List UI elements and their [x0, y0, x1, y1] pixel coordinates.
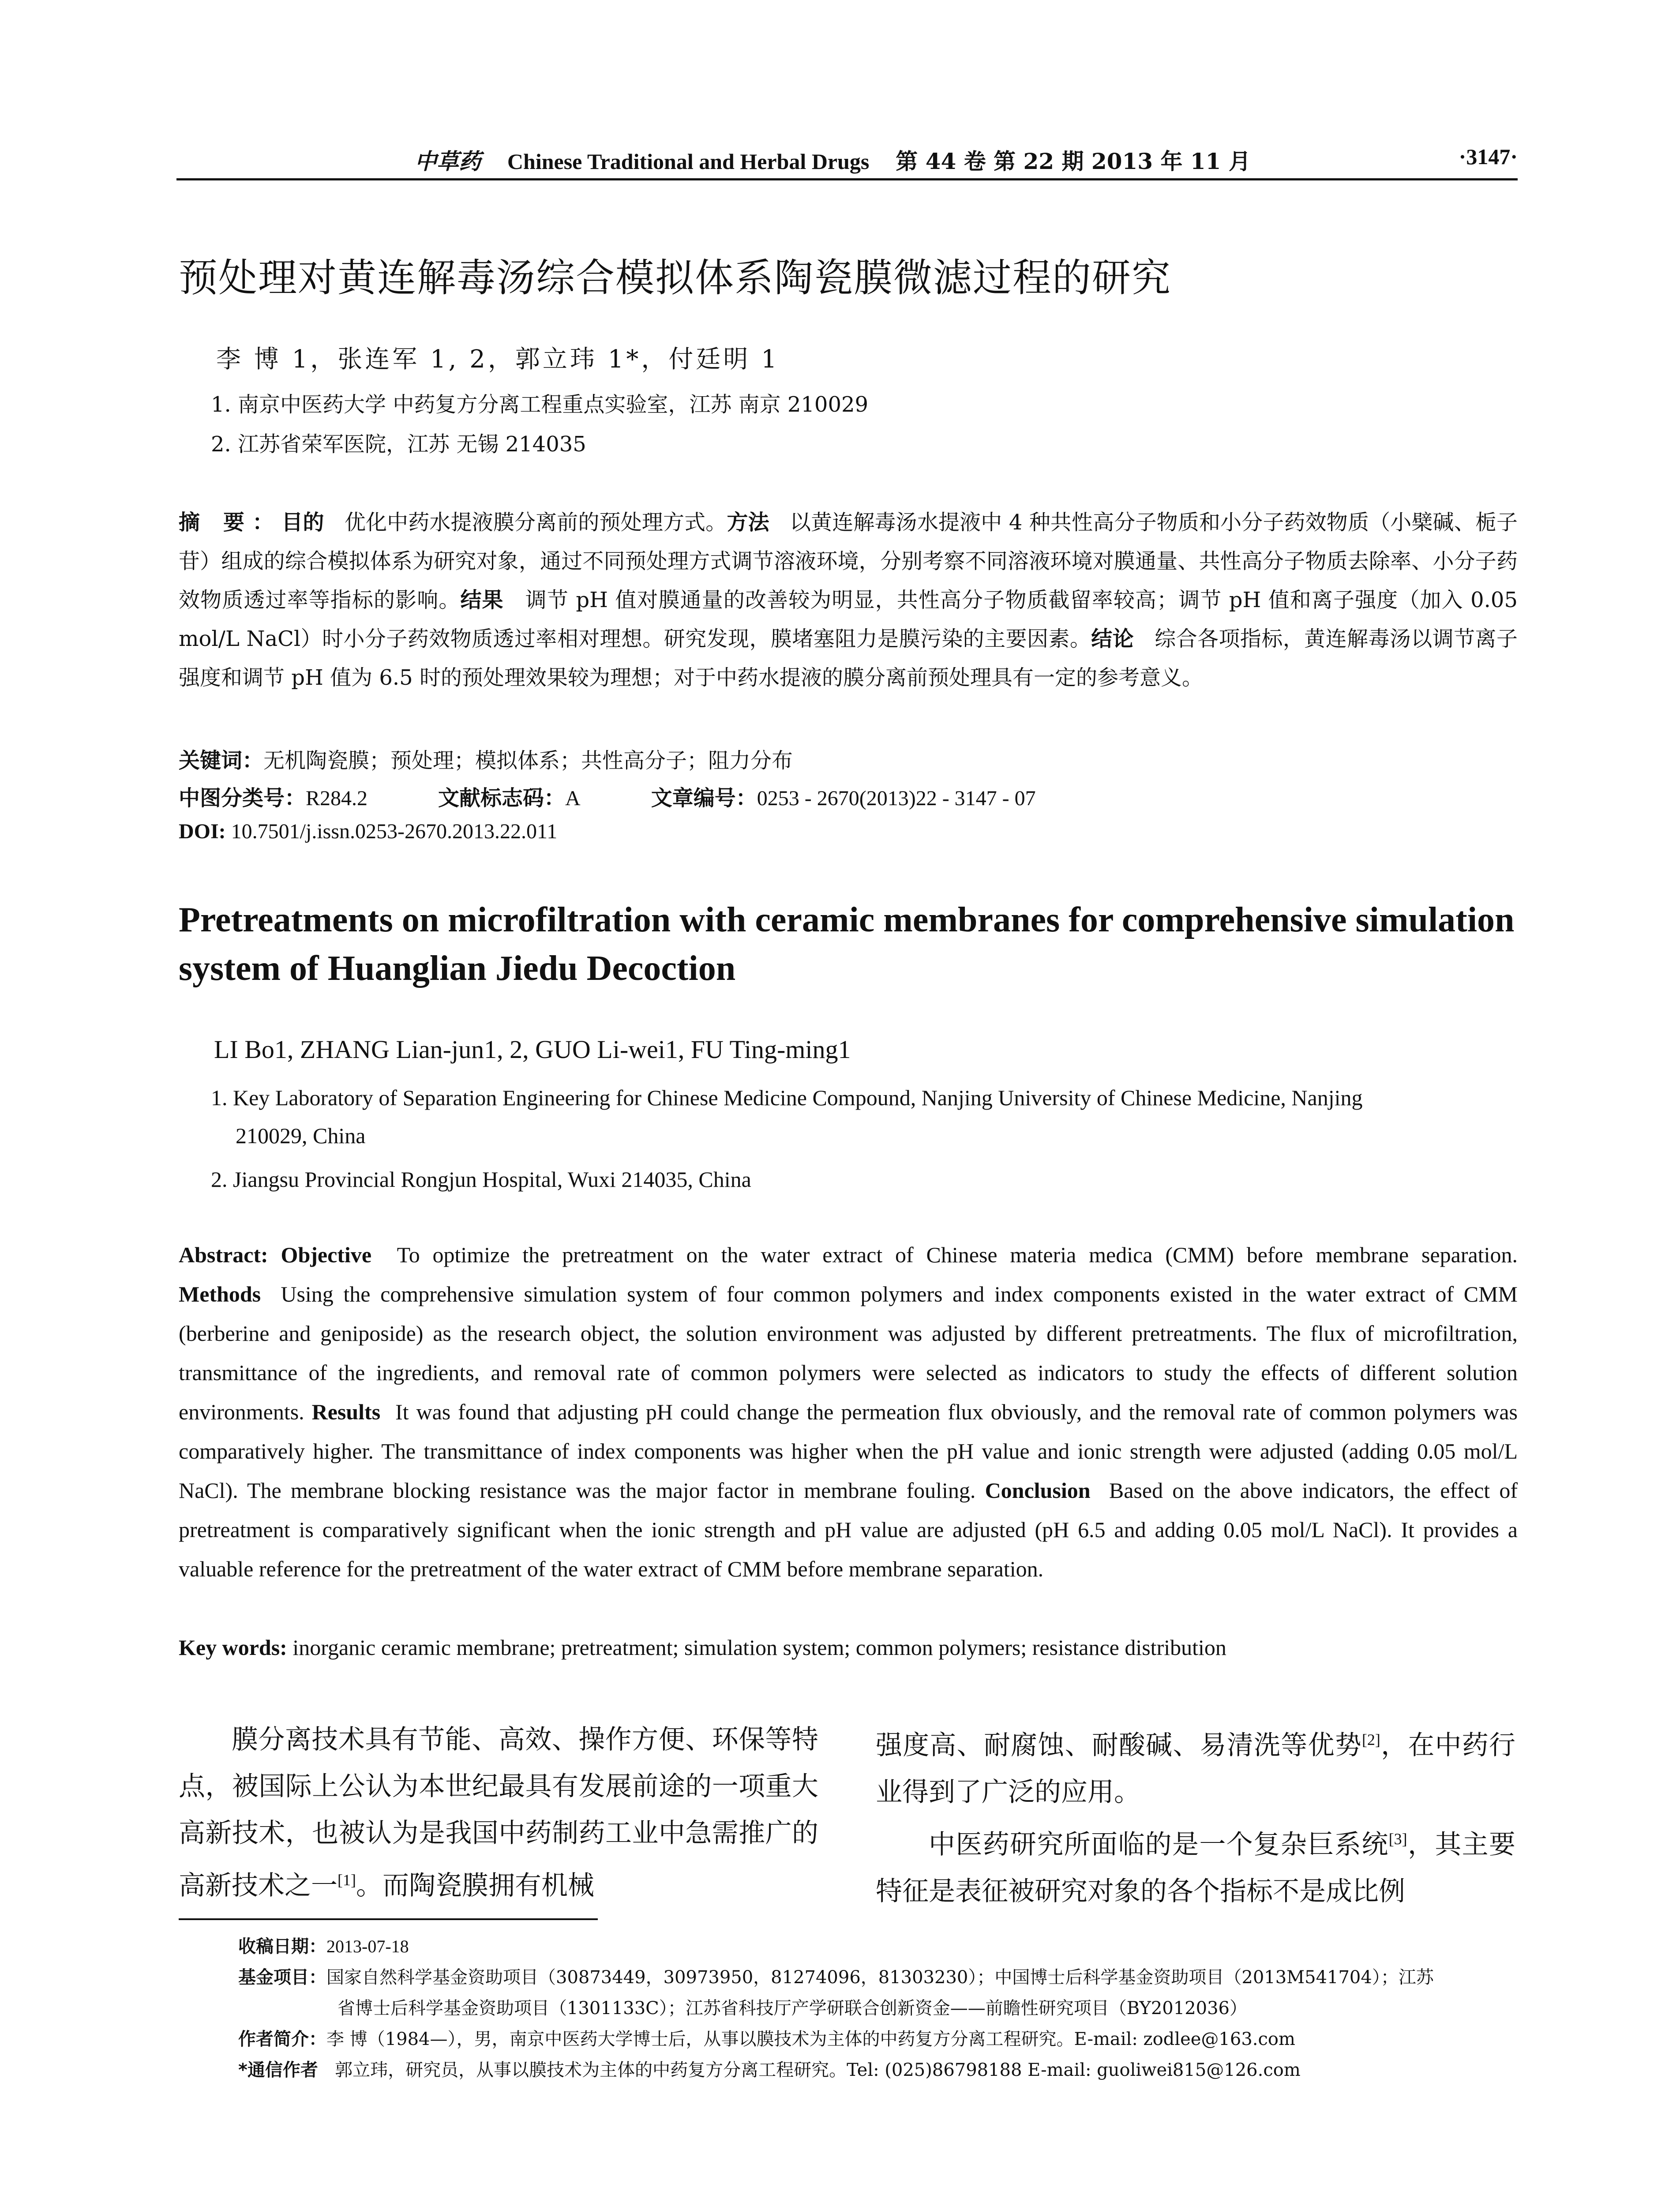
body-column-left: [179, 1716, 818, 1909]
footnote-funding: [238, 1963, 1434, 1988]
body-text: ，在中药行业得到了广泛的应用。: [876, 1730, 1516, 1808]
clc-label: 中图分类号：: [179, 786, 306, 810]
doi-label: DOI:: [179, 820, 226, 843]
funding-text-1: 国家自然科学基金资助项目（30873449，30973950，81274096，81303230）；中国博士后科学基金资助项目（2013M541704）；江苏: [326, 1967, 1434, 1988]
results-cn: 调节 pH 值对膜通量的改善较为明显，共性高分子物质截留率较高；调节 pH 值和离子强度（加入 0.05 mol/L NaCl）时小分子药效物质透过率相对理想。研究发现，膜堵塞阻力是膜污染的主要因素。: [179, 588, 1518, 651]
clc-value: R284.2: [306, 787, 368, 810]
author-bio-label: 作者简介：: [238, 2029, 326, 2049]
body-text: ，其主要特征是表征被研究对象的各个指标不是成比例: [876, 1829, 1516, 1907]
journal-name-en: Chinese Traditional and Herbal Drugs: [507, 149, 870, 174]
keywords-en: [179, 1635, 1226, 1660]
results-label-cn: 结果: [460, 588, 504, 612]
objective-en: To optimize the pretreatment on the water extract of Chinese materia medica (CMM) before membrane separation.: [397, 1242, 1518, 1267]
running-header: [176, 140, 1518, 178]
footnote-rule: [179, 1918, 598, 1920]
authors-en: LI Bo1, ZHANG Lian-jun1, 2, GUO Li-wei1, FU Ting-ming1: [214, 1035, 851, 1064]
abstract-cn-label: 摘 要：: [179, 510, 282, 535]
objective-label-en: Objective: [281, 1242, 372, 1267]
keywords-cn-label: 关键词：: [179, 748, 264, 773]
doc-code-value: A: [565, 787, 581, 810]
title-cn: 预处理对黄连解毒汤综合模拟体系陶瓷膜微滤过程的研究: [179, 255, 1172, 300]
abstract-en-label: Abstract:: [179, 1242, 268, 1267]
objective-cn: 优化中药水提液膜分离前的预处理方式。: [344, 510, 727, 535]
abstract-cn: [179, 503, 1518, 697]
doi-link[interactable]: 10.7501/j.issn.0253-2670.2013.22.011: [231, 820, 558, 843]
doc-code-label: 文献标志码：: [438, 786, 566, 810]
methods-en: Using the comprehensive simulation system of four common polymers and index components existed in the water extract of CMM (berberine and geniposide) as the research object, the solution environment was adjusted by different pretreatments. The flux of microfiltration, transmittance of the ingredients, and removal rate of common polymers were selected as indicators to study the effects of different solution environments.: [179, 1282, 1518, 1424]
body-column-right: [876, 1716, 1515, 1915]
citation-1[interactable]: [1]: [338, 1871, 356, 1889]
body-text: 。而陶瓷膜拥有机械: [356, 1870, 594, 1901]
received-label: 收稿日期：: [238, 1936, 326, 1957]
classification-line: [179, 781, 1036, 811]
author-bio-text: 李 博（1984—），男，南京中医药大学博士后，从事以膜技术为主体的中药复方分离工程研究。E-mail: zodlee@163.com: [326, 2029, 1295, 2049]
funding-label: 基金项目：: [238, 1967, 326, 1988]
footnote-corresponding: [238, 2056, 1301, 2081]
affiliation-en-1: [211, 1079, 1517, 1155]
journal-name-cn: 中草药: [415, 148, 481, 174]
keywords-cn: [179, 743, 793, 774]
methods-label-en: Methods: [179, 1282, 261, 1306]
corresponding-label: *通信作者: [238, 2060, 318, 2080]
objective-label-cn: 目的: [281, 510, 324, 535]
affiliation-cn-2: 2. 江苏省荣军医院，江苏 无锡 214035: [211, 432, 586, 457]
results-en: It was found that adjusting pH could change the permeation flux obviously, and the removal rate of common polymers was comparatively higher. The transmittance of index components was higher when the pH value and ionic strength were adjusted (adding 0.05 mol/L NaCl). The membrane blocking resistance was the major factor in membrane fouling.: [179, 1399, 1518, 1503]
header-rule: [176, 178, 1518, 180]
doi-line: [179, 819, 557, 844]
footnote-author: [238, 2025, 1295, 2050]
conclusion-label-cn: 结论: [1091, 627, 1134, 651]
keywords-en-label: Key words:: [179, 1635, 287, 1660]
received-date: 2013-07-18: [326, 1936, 409, 1956]
body-text: 膜分离技术具有节能、高效、操作方便、环保等特点，被国际上公认为本世纪最具有发展前途的一项重大高新技术，也被认为是我国中药制药工业中急需推广的高新技术之一: [179, 1724, 818, 1901]
authors-cn-text: 李 博 1，张连军 1, 2，郭立玮 1*，付廷明 1: [216, 345, 780, 374]
citation-3[interactable]: [3]: [1388, 1830, 1407, 1848]
body-paragraph-2: [876, 1816, 1515, 1915]
issue-info: 第 44 卷 第 22 期 2013 年 11 月: [896, 148, 1251, 174]
title-en: Pretreatments on microfiltration with ceramic membranes for comprehensive simulation system of Huanglian Jiedu Decoction: [179, 900, 1515, 988]
methods-label-cn: 方法: [727, 510, 769, 535]
affiliation-en-2: 2. Jiangsu Provincial Rongjun Hospital, Wuxi 214035, China: [211, 1167, 751, 1192]
body-paragraph-1: [179, 1716, 818, 1909]
affiliation-en-1-line2: 210029, China: [236, 1123, 366, 1148]
results-label-en: Results: [311, 1399, 381, 1424]
page-number: ·3147·: [1459, 144, 1518, 169]
authors-cn: [216, 340, 780, 375]
conclusion-en: Based on the above indicators, the effect of pretreatment is comparatively significant when the ionic strength and pH value are adjusted (pH 6.5 and adding 0.05 mol/L NaCl). It provides a valuable reference for the pretreatment of the water extract of CMM before membrane separation.: [179, 1478, 1518, 1581]
conclusion-label-en: Conclusion: [985, 1478, 1091, 1503]
article-no-value: 0253 - 2670(2013)22 - 3147 - 07: [757, 787, 1036, 810]
citation-2[interactable]: [2]: [1361, 1731, 1380, 1748]
footnote-received: [238, 1932, 409, 1958]
methods-cn: 以黄连解毒汤水提液中 4 种共性高分子物质和小分子药效物质（小檗碱、栀子苷）组成的综合模拟体系为研究对象，通过不同预处理方式调节溶液环境，分别考察不同溶液环境对膜通量、共性高分子物质去除率、小分子药效物质透过率等指标的影响。: [179, 510, 1518, 612]
body-text: 强度高、耐腐蚀、耐酸碱、易清洗等优势: [876, 1730, 1362, 1761]
journal-info: [415, 144, 1251, 176]
keywords-cn-value: 无机陶瓷膜；预处理；模拟体系；共性高分子；阻力分布: [263, 748, 793, 773]
footnote-funding-cont: 省博士后科学基金资助项目（1301133C）；江苏省科技厅产学研联合创新资金——前瞻性研究项目（BY2012036）: [338, 1998, 1247, 2018]
keywords-en-value: inorganic ceramic membrane; pretreatment; simulation system; common polymers; resistance distribution: [292, 1635, 1226, 1660]
conclusion-cn: 综合各项指标，黄连解毒汤以调节离子强度和调节 pH 值为 6.5 时的预处理效果较为理想；对于中药水提液的膜分离前预处理具有一定的参考意义。: [179, 627, 1518, 690]
abstract-en: [179, 1235, 1518, 1589]
body-paragraph-1-cont: [876, 1716, 1515, 1816]
corresponding-text: 郭立玮，研究员，从事以膜技术为主体的中药复方分离工程研究。Tel: (025)86798188 E-mail: guoliwei815@126.com: [335, 2060, 1301, 2080]
article-no-label: 文章编号：: [651, 786, 757, 810]
affiliation-en-1-line1: 1. Key Laboratory of Separation Engineering for Chinese Medicine Compound, Nanjing University of Chinese Medicine, Nanjing: [211, 1085, 1363, 1110]
affiliation-cn-1: 1. 南京中医药大学 中药复方分离工程重点实验室，江苏 南京 210029: [211, 392, 869, 417]
body-text: 中医药研究所面临的是一个复杂巨系统: [929, 1829, 1389, 1860]
